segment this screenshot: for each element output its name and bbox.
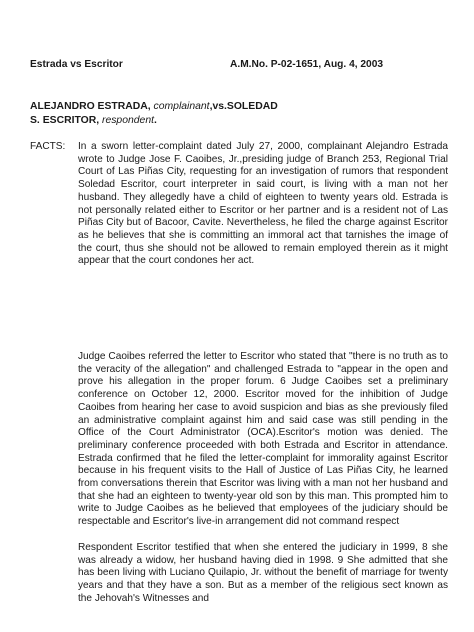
respondent-name: S. ESCRITOR, (30, 114, 100, 126)
case-citation: A.M.No. P-02-1651, Aug. 4, 2003 (230, 59, 384, 70)
paragraph-2: Judge Caoibes referred the letter to Escritor who stated that "there is no truth as to the veracity of the allegation" and challenged Estrada to "appear in the open and prove his allegation in the proper forum. 6 Judge Caoibes set a preliminary conference on October 12, 2000. Escritor moved for the inhibition of Judge Caoibes from hearing her case to avoid suspicion and bias as she previously filed an administrative complaint against him and said case was still pending in the Office of the Court Administrator (OCA).Escritor's motion was denied. The preliminary conference proceeded with both Estrada and Escritor in attendance. Estrada confirmed that he filed the letter-complaint for immorality against Escritor because in his frequent visits to the Hall of Justice of Las Piñas City, he learned from conversations therein that Escritor was living with a man not her husband and that she had an eighteen to twenty-year old son by this man. This prompted him to write to Judge Caoibes as he believed that employees of the judiciary should be respectable and Escritor's live-in arrangement did not command respect (78, 351, 448, 528)
versus-label: ,vs. (209, 101, 227, 112)
respondent-first-name: SOLEDAD (226, 101, 278, 112)
parties-end: . (153, 114, 157, 126)
facts-paragraph: In a sworn letter-complaint dated July 27, 2000, complainant Alejandro Estrada wrote to Judge Jose F. Caoibes, Jr.,presiding judge of Branch 253, Regional Trial Court of Las Piñas City, requesting for an investigation of rumors that respondent Soledad Escritor, court interpreter in said court, is living with a man not her husband. They allegedly have a child of eighteen to twenty years old. Estrada is not personally related either to Escritor or her partner and is a resident not of Las Piñas City but of Bacoor, Cavite. Nevertheless, he filed the charge against Escritor as he believes that she is committing an immoral act that tarnishes the image of the court, thus she should not be allowed to remain employed therein as it might appear that the court condones her act. (78, 141, 448, 267)
case-title: Estrada vs Escritor (30, 59, 123, 70)
paragraph-3: Respondent Escritor testified that when she entered the judiciary in 1999, 8 she was already a widow, her husband having died in 1998. 9 She admitted that she has been living with Luciano Quilapio, Jr. without the benefit of marriage for twenty years and that they have a son. But as a member of the religious sect known as the Jehovah's Witnesses and (78, 542, 448, 604)
complainant-name: ALEJANDRO ESTRADA, (30, 101, 151, 112)
parties-line-2 (30, 114, 450, 128)
case-parties (30, 100, 450, 127)
facts-label: FACTS: (30, 141, 66, 152)
parties-line-1 (30, 100, 450, 114)
facts-section (30, 141, 448, 268)
complainant-role: complainant (153, 101, 210, 112)
respondent-role: respondent (101, 114, 154, 126)
